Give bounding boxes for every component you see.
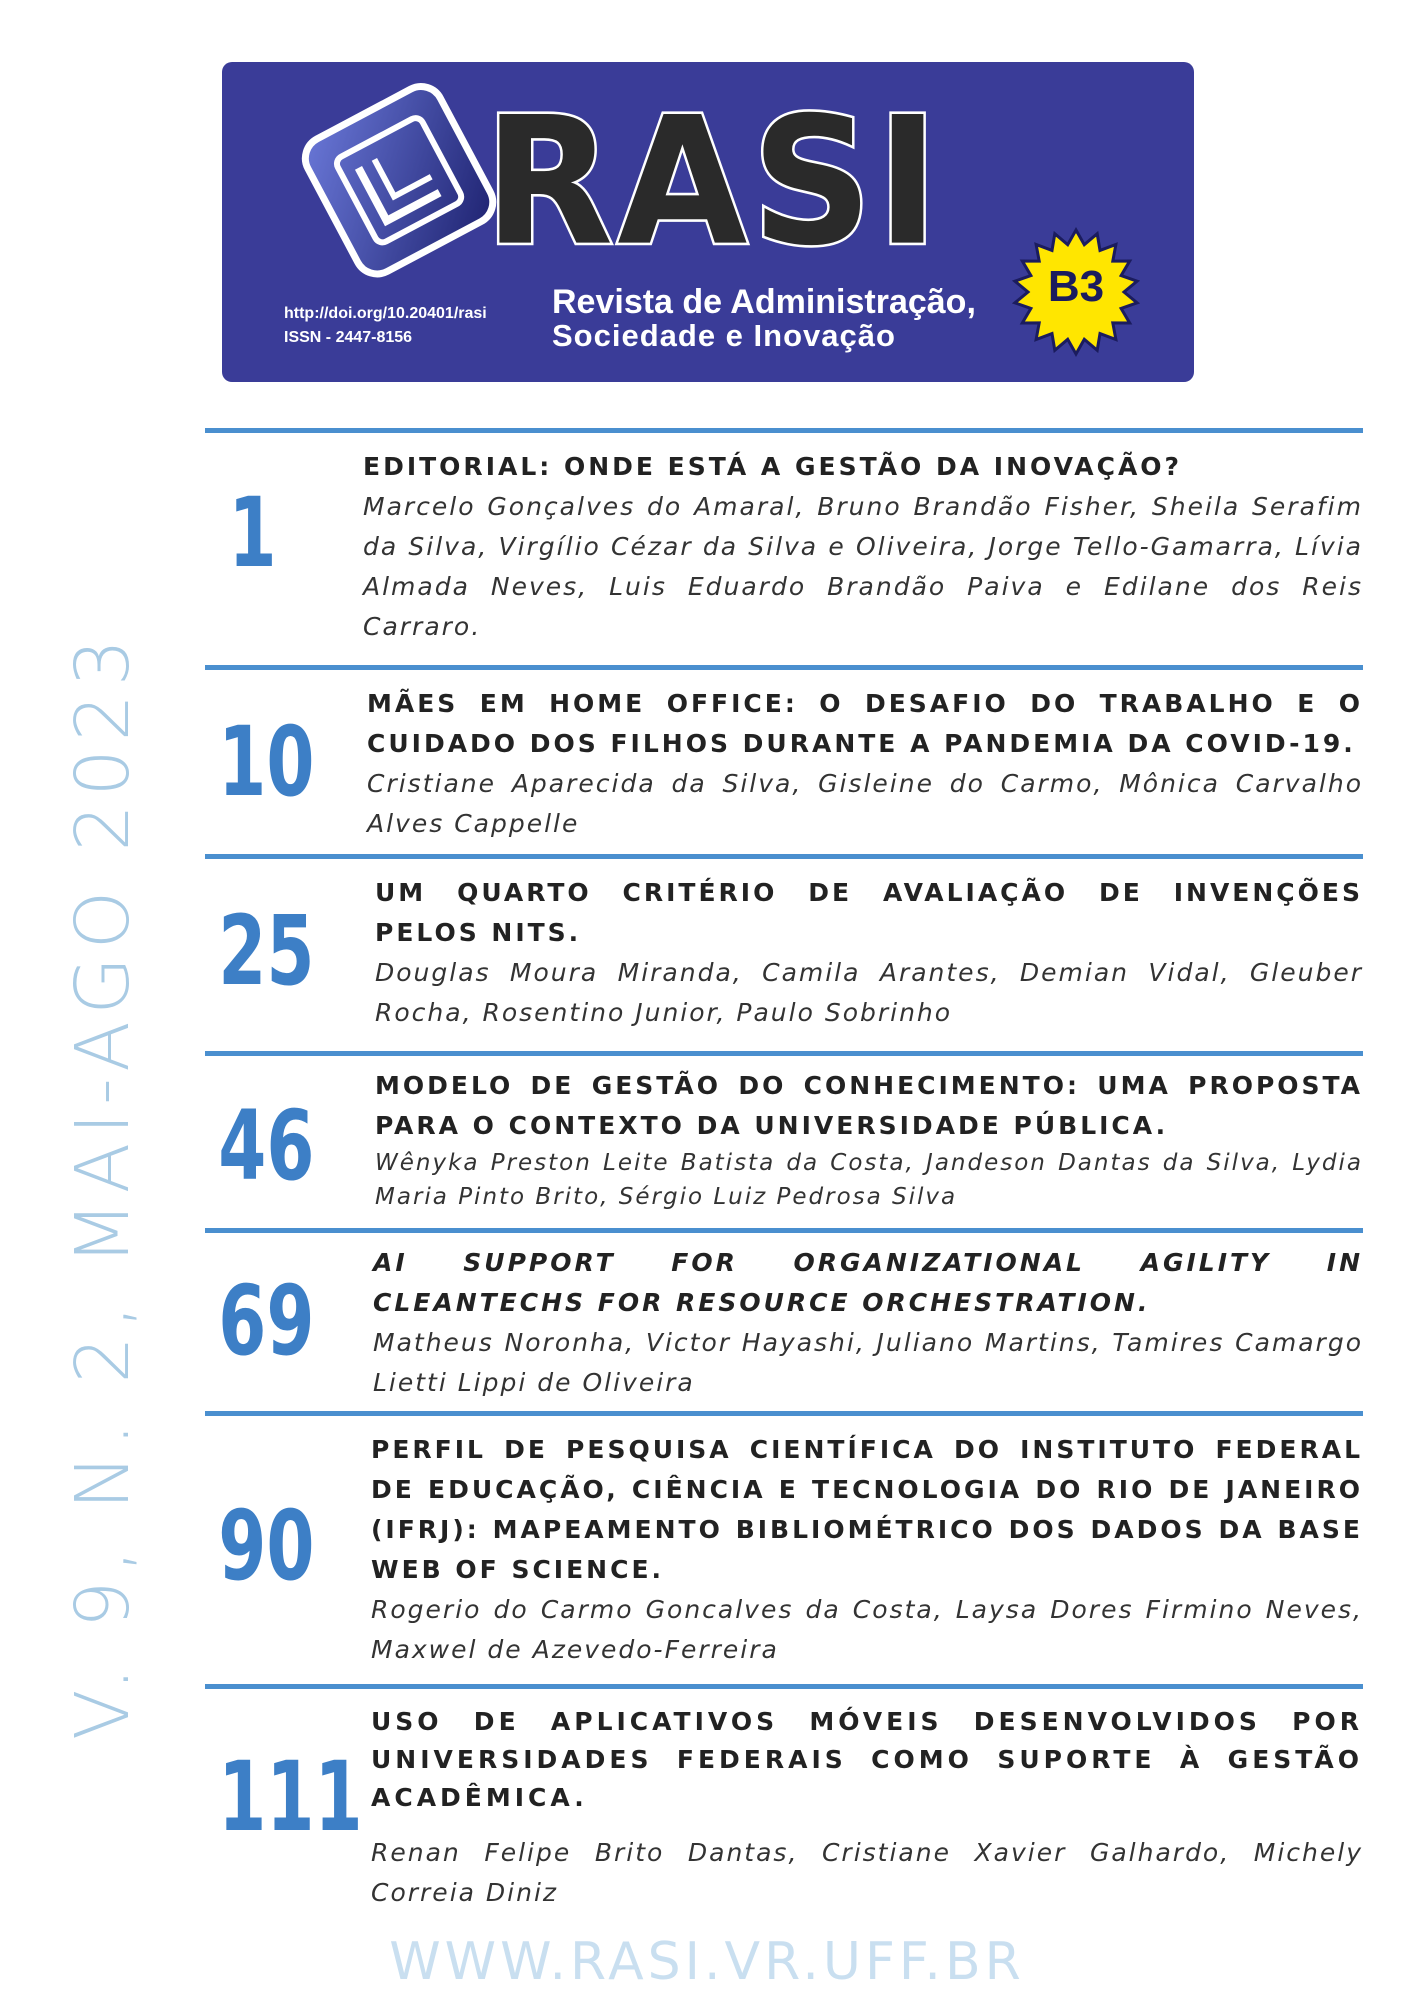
- journal-banner: [222, 62, 1194, 382]
- toc-entry[interactable]: [205, 854, 1363, 1051]
- toc-entry-body: [375, 1066, 1363, 1214]
- toc-page-number: 10: [218, 706, 315, 818]
- toc-article-title[interactable]: USO DE APLICATIVOS MÓVEIS DESENVOLVIDOS POR UNIVERSIDADES FEDERAIS COMO SUPORTE À GESTÃO ACADÊMICA.: [371, 1707, 1363, 1812]
- toc-article-title[interactable]: AI SUPPORT FOR ORGANIZATIONAL AGILITY IN CLEANTECHS FOR RESOURCE ORCHESTRATION.: [373, 1248, 1363, 1317]
- journal-subtitle-line2: Sociedade e Inovação: [552, 318, 896, 353]
- toc-article-authors: Renan Felipe Brito Dantas, Cristiane Xavier Galhardo, Michely Correia Diniz: [371, 1838, 1363, 1907]
- toc-article-title[interactable]: UM QUARTO CRITÉRIO DE AVALIAÇÃO DE INVENÇÕES PELOS NITS.: [375, 878, 1363, 947]
- toc-article-authors: Douglas Moura Miranda, Camila Arantes, Demian Vidal, Gleuber Rocha, Rosentino Junior, Paulo Sobrinho: [375, 958, 1363, 1027]
- toc-entry[interactable]: [205, 1228, 1363, 1411]
- toc-entry-body: [371, 1430, 1363, 1670]
- journal-wordmark: RASI: [484, 78, 943, 285]
- doi-text: http://doi.org/10.20401/rasi: [284, 305, 487, 322]
- toc-entry-body: [371, 1703, 1363, 1913]
- toc-article-authors: Matheus Noronha, Victor Hayashi, Juliano Martins, Tamires Camargo Lietti Lippi de Oliveira: [373, 1328, 1363, 1397]
- qualis-badge-label: B3: [1047, 262, 1105, 311]
- toc-page-number: 1: [228, 477, 277, 589]
- journal-subtitle-line1: Revista de Administração,: [552, 283, 976, 321]
- toc-article-title[interactable]: PERFIL DE PESQUISA CIENTÍFICA DO INSTITUTO FEDERAL DE EDUCAÇÃO, CIÊNCIA E TECNOLOGIA DO RIO DE JANEIRO (IFRJ): MAPEAMENTO BIBLIOMÉTRICO DOS DADOS DA BASE WEB OF SCIENCE.: [371, 1435, 1363, 1584]
- volume-issue-side-text: V. 9, N. 2, MAI-AGO 2023: [60, 631, 146, 1740]
- journal-website-link[interactable]: WWW.RASI.VR.UFF.BR: [389, 1932, 1025, 1992]
- table-of-contents: [205, 428, 1363, 1919]
- toc-article-title[interactable]: MÃES EM HOME OFFICE: O DESAFIO DO TRABALHO E O CUIDADO DOS FILHOS DURANTE A PANDEMIA DA COVID-19.: [367, 689, 1363, 758]
- toc-article-authors: Marcelo Gonçalves do Amaral, Bruno Brandão Fisher, Sheila Serafim da Silva, Virgílio Cézar da Silva e Oliveira, Jorge Tello-Gamarra, Lívia Almada Neves, Luis Eduardo Brandão Paiva e Edilane dos Reis Carraro.: [363, 492, 1363, 641]
- toc-entry-body: [363, 447, 1363, 647]
- toc-entry-body: [375, 873, 1363, 1033]
- toc-page-number: 90: [218, 1490, 315, 1602]
- toc-article-authors: Cristiane Aparecida da Silva, Gisleine do Carmo, Mônica Carvalho Alves Cappelle: [367, 769, 1363, 838]
- toc-entry[interactable]: [205, 1411, 1363, 1684]
- toc-article-authors: Rogerio do Carmo Goncalves da Costa, Laysa Dores Firmino Neves, Maxwel de Azevedo-Ferreira: [371, 1595, 1363, 1664]
- toc-article-authors: Wênyka Preston Leite Batista da Costa, Jandeson Dantas da Silva, Lydia Maria Pinto Brito, Sérgio Luiz Pedrosa Silva: [375, 1150, 1363, 1210]
- toc-entry[interactable]: [205, 1051, 1363, 1228]
- toc-page-number: 25: [218, 895, 315, 1007]
- toc-page-number: 46: [218, 1090, 315, 1202]
- toc-entry[interactable]: [205, 1684, 1363, 1919]
- toc-entry-body: [367, 684, 1363, 844]
- issn-text: ISSN - 2447-8156: [284, 329, 413, 346]
- toc-page-number: 111: [218, 1741, 363, 1853]
- toc-article-title[interactable]: EDITORIAL: ONDE ESTÁ A GESTÃO DA INOVAÇÃO?: [363, 452, 1183, 481]
- toc-page-number: 69: [218, 1265, 315, 1377]
- toc-article-title[interactable]: MODELO DE GESTÃO DO CONHECIMENTO: UMA PROPOSTA PARA O CONTEXTO DA UNIVERSIDADE PÚBLICA.: [375, 1071, 1363, 1140]
- toc-entry[interactable]: [205, 665, 1363, 854]
- toc-entry[interactable]: [205, 428, 1363, 665]
- toc-entry-body: [373, 1243, 1363, 1403]
